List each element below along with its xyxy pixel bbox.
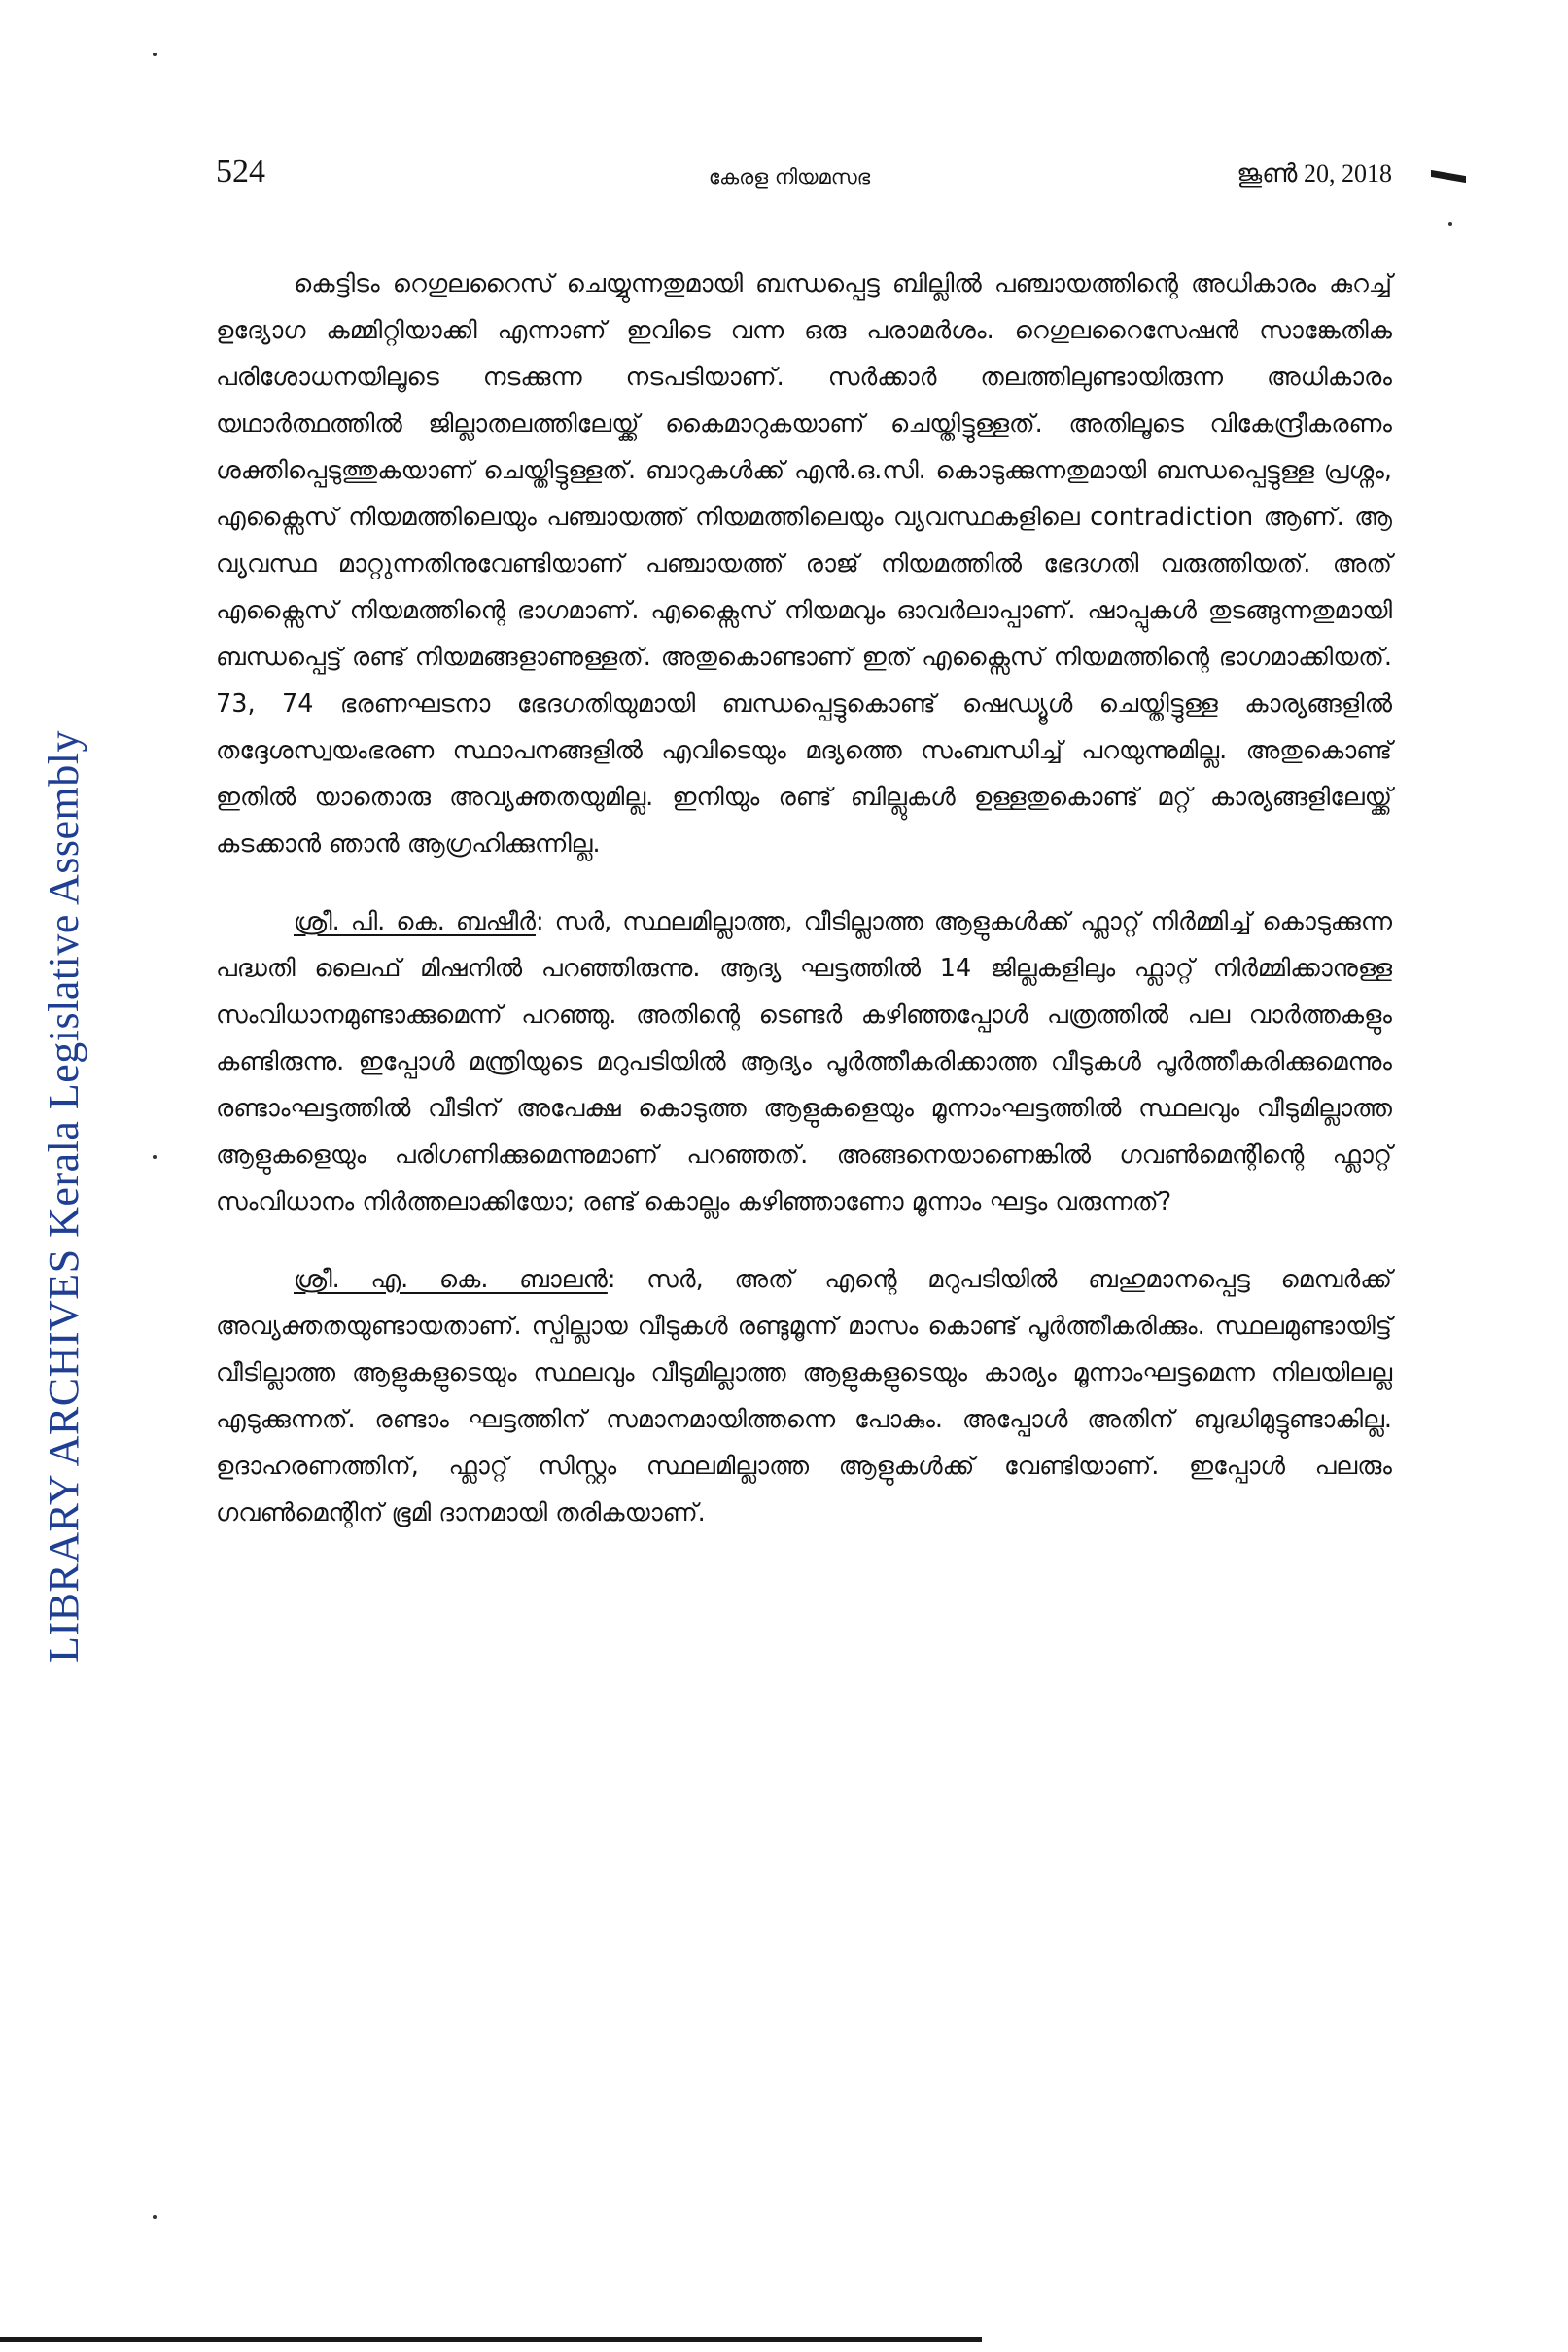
paragraph-2-text: : സർ, സ്ഥലമില്ലാത്ത, വീടില്ലാത്ത ആളുകൾക്ക് ഫ്ലാറ്റ് നിർമ്മിച്ച് കൊടുക്കുന്ന പദ്ധതി ലൈഫ് മിഷനിൽ പറഞ്ഞിരുന്നു. ആദ്യ ഘട്ടത്തിൽ 14 ജില്ലകളിലും ഫ്ലാറ്റ് നിർമ്മിക്കാനുള്ള സംവിധാനമുണ്ടാക്കുമെന്ന് പറഞ്ഞു. അതിന്റെ ടെണ്ടർ കഴിഞ്ഞപ്പോൾ പത്രത്തിൽ പല വാർത്തകളും കണ്ടിരുന്നു. ഇപ്പോൾ മന്ത്രിയുടെ മറുപടിയിൽ ആദ്യം പൂർത്തീകരിക്കാത്ത വീടുകൾ പൂർത്തീകരിക്കുമെന്നും രണ്ടാംഘട്ടത്തിൽ വീടിന് അപേക്ഷ കൊടുത്ത ആളുകളെയും മൂന്നാംഘട്ടത്തിൽ സ്ഥലവും വീടുമില്ലാത്ത ആളുകളെയും പരിഗണിക്കുമെന്നുമാണ് പറഞ്ഞത്. അങ്ങനെയാണെങ്കിൽ ഗവൺമെന്റിന്റെ ഫ്ലാറ്റ് സംവിധാനം നിർത്തലാക്കിയോ; രണ്ട് കൊല്ലം കഴിഞ്ഞാണോ മൂന്നാം ഘട്ടം വരുന്നത്?: [216, 907, 1392, 1216]
bottom-rule: [0, 2337, 982, 2342]
page-header: [216, 154, 1392, 202]
paragraph-1: [216, 261, 1392, 867]
speaker-name: ശ്രീ. എ. കെ. ബാലൻ: [294, 1265, 608, 1294]
scan-speck: [153, 53, 157, 56]
scan-speck: [1448, 222, 1452, 226]
page-number: 524: [216, 154, 265, 190]
scan-edge-mark: [1431, 170, 1466, 183]
body-text: [216, 261, 1392, 1567]
paragraph-3: [216, 1256, 1392, 1536]
paragraph-3-text: : സർ, അത് എന്റെ മറുപടിയിൽ ബഹുമാനപ്പെട്ട മെമ്പർക്ക് അവ്യക്തതയുണ്ടായതാണ്. സ്പില്ലായ വീടുകൾ രണ്ടുമൂന്ന് മാസം കൊണ്ട് പൂർത്തീകരിക്കും. സ്ഥലമുണ്ടായിട്ട് വീടില്ലാത്ത ആളുകളുടെയും സ്ഥലവും വീടുമില്ലാത്ത ആളുകളുടെയും കാര്യം മൂന്നാംഘട്ടമെന്ന നിലയിലല്ല എടുക്കുന്നത്. രണ്ടാം ഘട്ടത്തിന് സമാനമായിത്തന്നെ പോകും. അപ്പോൾ അതിന് ബുദ്ധിമുട്ടുണ്ടാകില്ല. ഉദാഹരണത്തിന്, ഫ്ലാറ്റ് സിസ്റ്റം സ്ഥലമില്ലാത്ത ആളുകൾക്ക് വേണ്ടിയാണ്. ഇപ്പോൾ പലരും ഗവൺമെന്റിന് ഭൂമി ദാനമായി തരികയാണ്.: [216, 1265, 1393, 1527]
speaker-name: ശ്രീ. പി. കെ. ബഷീർ: [294, 907, 536, 936]
paragraph-2: [216, 898, 1392, 1225]
header-date: ജൂൺ 20, 2018: [1237, 159, 1392, 188]
scan-speck: [153, 2215, 157, 2219]
running-title: കേരള നിയമസഭ: [708, 165, 871, 189]
paragraph-1-text: കെട്ടിടം റെഗുലറൈസ് ചെയ്യുന്നതുമായി ബന്ധപ്പെട്ട ബില്ലിൽ പഞ്ചായത്തിന്റെ അധികാരം കുറച്ച് ഉദ്യോഗ കമ്മിറ്റിയാക്കി എന്നാണ് ഇവിടെ വന്ന ഒരു പരാമർശം. റെഗുലറൈസേഷൻ സാങ്കേതിക പരിശോധനയിലൂടെ നടക്കുന്ന നടപടിയാണ്. സർക്കാർ തലത്തിലുണ്ടായിരുന്ന അധികാരം യഥാർത്ഥത്തിൽ ജില്ലാതലത്തിലേയ്ക്ക് കൈമാറുകയാണ് ചെയ്തിട്ടുള്ളത്. അതിലൂടെ വികേന്ദ്രീകരണം ശക്തിപ്പെടുത്തുകയാണ് ചെയ്തിട്ടുള്ളത്. ബാറുകൾക്ക് എൻ.ഒ.സി. കൊടുക്കുന്നതുമായി ബന്ധപ്പെട്ടുള്ള പ്രശ്നം, എക്സൈസ് നിയമത്തിലെയും പഞ്ചായത്ത് നിയമത്തിലെയും വ്യവസ്ഥകളിലെ contradiction ആണ്. ആ വ്യവസ്ഥ മാറ്റുന്നതിനുവേണ്ടിയാണ് പഞ്ചായത്ത് രാജ് നിയമത്തിൽ ഭേദഗതി വരുത്തിയത്. അത് എക്സൈസ് നിയമത്തിന്റെ ഭാഗമാണ്. എക്സൈസ് നിയമവും ഓവർലാപ്പാണ്. ഷാപ്പുകൾ തുടങ്ങുന്നതുമായി ബന്ധപ്പെട്ട് രണ്ട് നിയമങ്ങളാണുള്ളത്. അതുകൊണ്ടാണ് ഇത് എക്സൈസ് നിയമത്തിന്റെ ഭാഗമാക്കിയത്. 73, 74 ഭരണഘടനാ ഭേദഗതിയുമായി ബന്ധപ്പെട്ടുകൊണ്ട് ഷെഡ്യൂൾ ചെയ്തിട്ടുള്ള കാര്യങ്ങളിൽ തദ്ദേശസ്വയംഭരണ സ്ഥാപനങ്ങളിൽ എവിടെയും മദ്യത്തെ സംബന്ധിച്ച് പറയുന്നുമില്ല. അതുകൊണ്ട് ഇതിൽ യാതൊരു അവ്യക്തതയുമില്ല. ഇനിയും രണ്ട് ബില്ലുകൾ ഉള്ളതുകൊണ്ട് മറ്റ് കാര്യങ്ങളിലേയ്ക്ക് കടക്കാൻ ഞാൻ ആഗ്രഹിക്കുന്നില്ല.: [216, 269, 1392, 859]
archive-watermark: LIBRARY ARCHIVES Kerala Legislative Assembly: [40, 730, 87, 1663]
scan-speck: [153, 1155, 157, 1159]
